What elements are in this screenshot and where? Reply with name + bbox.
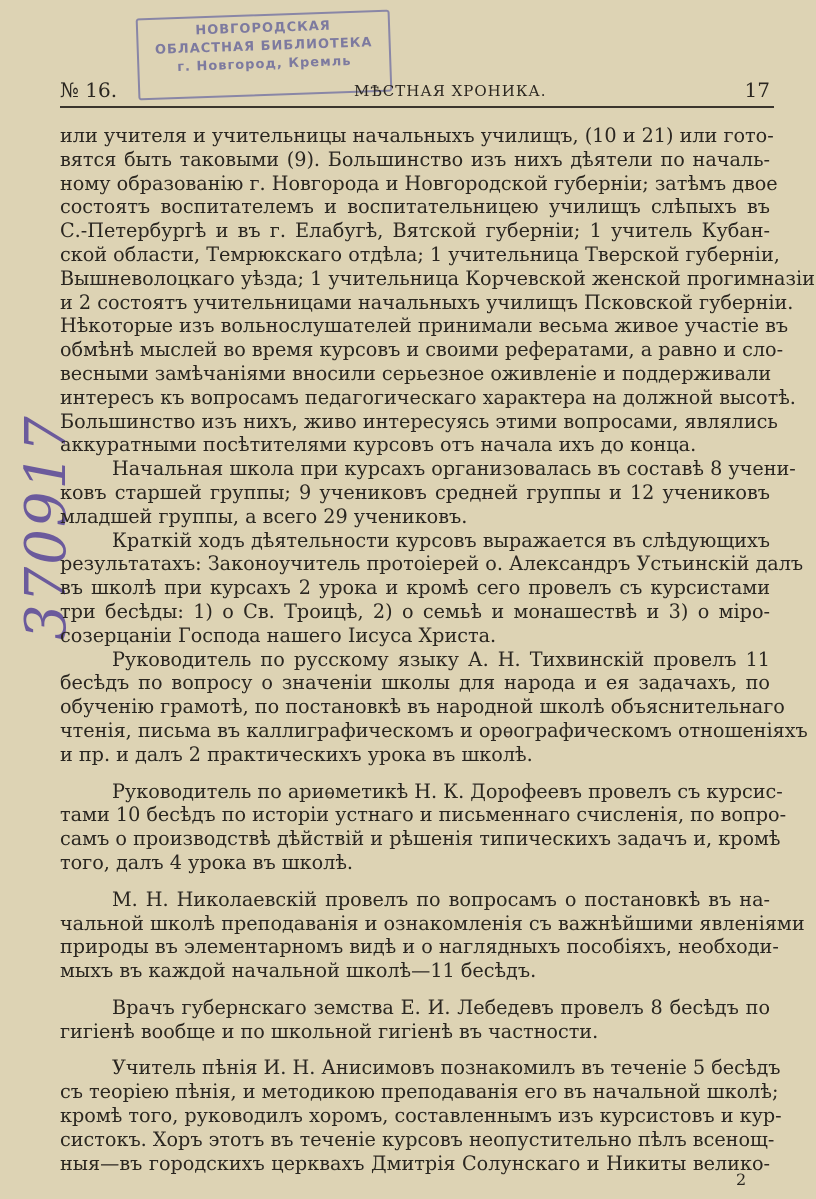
text-line: съ теоріею пѣнія, и методикою преподаванія его въ начальной школѣ;: [60, 1080, 779, 1104]
paragraph-gap: [60, 875, 770, 888]
issue-number: № 16.: [60, 78, 118, 102]
text-line: ковъ старшей группы; 9 учениковъ средней группы и 12 учениковъ: [60, 480, 770, 504]
stamp-line: НОВГОРОДСКАЯ: [195, 18, 332, 39]
page-number: 17: [744, 78, 770, 102]
handwritten-inventory-number: 370917: [14, 414, 79, 640]
text-line: интересъ къ вопросамъ педагогическаго характера на должной высотѣ.: [60, 385, 796, 409]
paragraph-gap: [60, 767, 770, 780]
text-line: бесѣдъ по вопросу о значеніи школы для народа и ея задачахъ, по: [60, 671, 770, 695]
article-body: [60, 124, 815, 1175]
text-line: обмѣнѣ мыслей во время курсовъ и своими рефератами, а равно и сло-: [60, 338, 784, 362]
text-line: весными замѣчаніями вносили серьезное оживленіе и поддерживали: [60, 361, 772, 385]
text-line: кромѣ того, руководилъ хоромъ, составленнымъ изъ курсистовъ и кур-: [60, 1104, 782, 1128]
text-line: Большинство изъ нихъ, живо интересуясь этими вопросами, являлись: [60, 409, 778, 433]
text-line: чальной школѣ преподаванія и ознакомленія съ важнѣйшими явленіями: [60, 911, 805, 935]
signature-mark: 2: [736, 1170, 747, 1189]
text-line: обученію грамотѣ, по постановкѣ въ народной школѣ объяснительнаго: [60, 695, 785, 719]
text-line: самъ о производствѣ дѣйствій и рѣшенія типическихъ задачъ и, кромѣ: [60, 827, 781, 851]
text-line: Нѣкоторые изъ вольнослушателей принимали весьма живое участіе въ: [60, 314, 789, 338]
text-line: Вышневолоцкаго уѣзда; 1 учительница Корчевской женской прогимназіи: [60, 266, 815, 290]
text-line: Учитель пѣнія И. Н. Анисимовъ познакомилъ въ теченіе 5 бесѣдъ: [112, 1056, 781, 1080]
text-line: Краткій ходъ дѣятельности курсовъ выражается въ слѣдующихъ: [112, 528, 770, 552]
stamp-line: ОБЛАСТНАЯ БИБЛИОТЕКА: [154, 35, 373, 58]
text-line: систокъ. Хоръ этотъ въ теченіе курсовъ неопустительно пѣлъ всенощ-: [60, 1127, 775, 1151]
text-line: природы въ элементарномъ видѣ и о наглядныхъ пособіяхъ, необходи-: [60, 935, 779, 959]
text-line: и пр. и далъ 2 практическихъ урока въ школѣ.: [60, 742, 533, 766]
paragraph-gap: [60, 1043, 770, 1056]
stamp-line: г. Новгород, Кремль: [176, 53, 352, 76]
text-line: ному образованію г. Новгорода и Новгородской губерніи; затѣмъ двое: [60, 171, 778, 195]
text-line: гигіенѣ вообще и по школьной гигіенѣ въ частности.: [60, 1019, 599, 1043]
text-line: результатахъ: Законоучитель протоіерей о. Александръ Устьинскій далъ: [60, 552, 804, 576]
text-line: и 2 состоятъ учительницами начальныхъ училищъ Псковской губерніи.: [60, 290, 794, 314]
text-line: тами 10 бесѣдъ по исторіи устнаго и письменнаго счисленія, по вопро-: [60, 803, 787, 827]
text-line: состоятъ воспитателемъ и воспитательницею училищъ слѣпыхъ въ: [60, 195, 770, 219]
text-line: того, далъ 4 урока въ школѣ.: [60, 850, 354, 874]
text-line: младшей группы, а всего 29 учениковъ.: [60, 504, 468, 528]
text-line: Руководитель по русскому языку А. Н. Тихвинскій провелъ 11: [112, 647, 770, 671]
text-line: М. Н. Николаевскій провелъ по вопросамъ о постановкѣ въ на-: [112, 887, 770, 911]
text-line: мыхъ въ каждой начальной школѣ—11 бесѣдъ.: [60, 959, 537, 983]
running-header: [60, 78, 774, 108]
text-line: три бесѣды: 1) о Св. Троицѣ, 2) о семьѣ и монашествѣ и 3) о міро-: [60, 599, 770, 623]
text-line: ныя—въ городскихъ церквахъ Дмитрія Солунскаго и Никиты велико-: [60, 1151, 770, 1175]
text-line: созерцаніи Господа нашего Іисуса Христа.: [60, 623, 497, 647]
text-line: Руководитель по ариѳметикѣ Н. К. Дорофеевъ провелъ съ курсис-: [112, 779, 783, 803]
text-line: Врачъ губернскаго земства Е. И. Лебедевъ провелъ 8 бесѣдъ по: [112, 995, 770, 1019]
text-line: вятся быть таковыми (9). Большинство изъ нихъ дѣятели по началь-: [60, 147, 770, 171]
text-line: аккуратными посѣтителями курсовъ отъ начала ихъ до конца.: [60, 433, 697, 457]
text-line: или учителя и учительницы начальныхъ училищъ, (10 и 21) или гото-: [60, 124, 774, 147]
text-line: С.-Петербургѣ и въ г. Елабугѣ, Вятской губерніи; 1 учитель Кубан-: [60, 219, 770, 243]
text-line: чтенія, письма въ каллиграфическомъ и орѳографическомъ отношеніяхъ: [60, 718, 808, 742]
text-line: въ школѣ при курсахъ 2 урока и кромѣ сего провелъ съ курсистами: [60, 576, 770, 600]
section-title: МѢСТНАЯ ХРОНИКА.: [354, 82, 547, 100]
paragraph-gap: [60, 983, 770, 996]
text-line: Начальная школа при курсахъ организовалась въ составѣ 8 учени-: [112, 457, 796, 481]
text-line: ской области, Темрюкскаго отдѣла; 1 учительница Тверской губерніи,: [60, 242, 780, 266]
